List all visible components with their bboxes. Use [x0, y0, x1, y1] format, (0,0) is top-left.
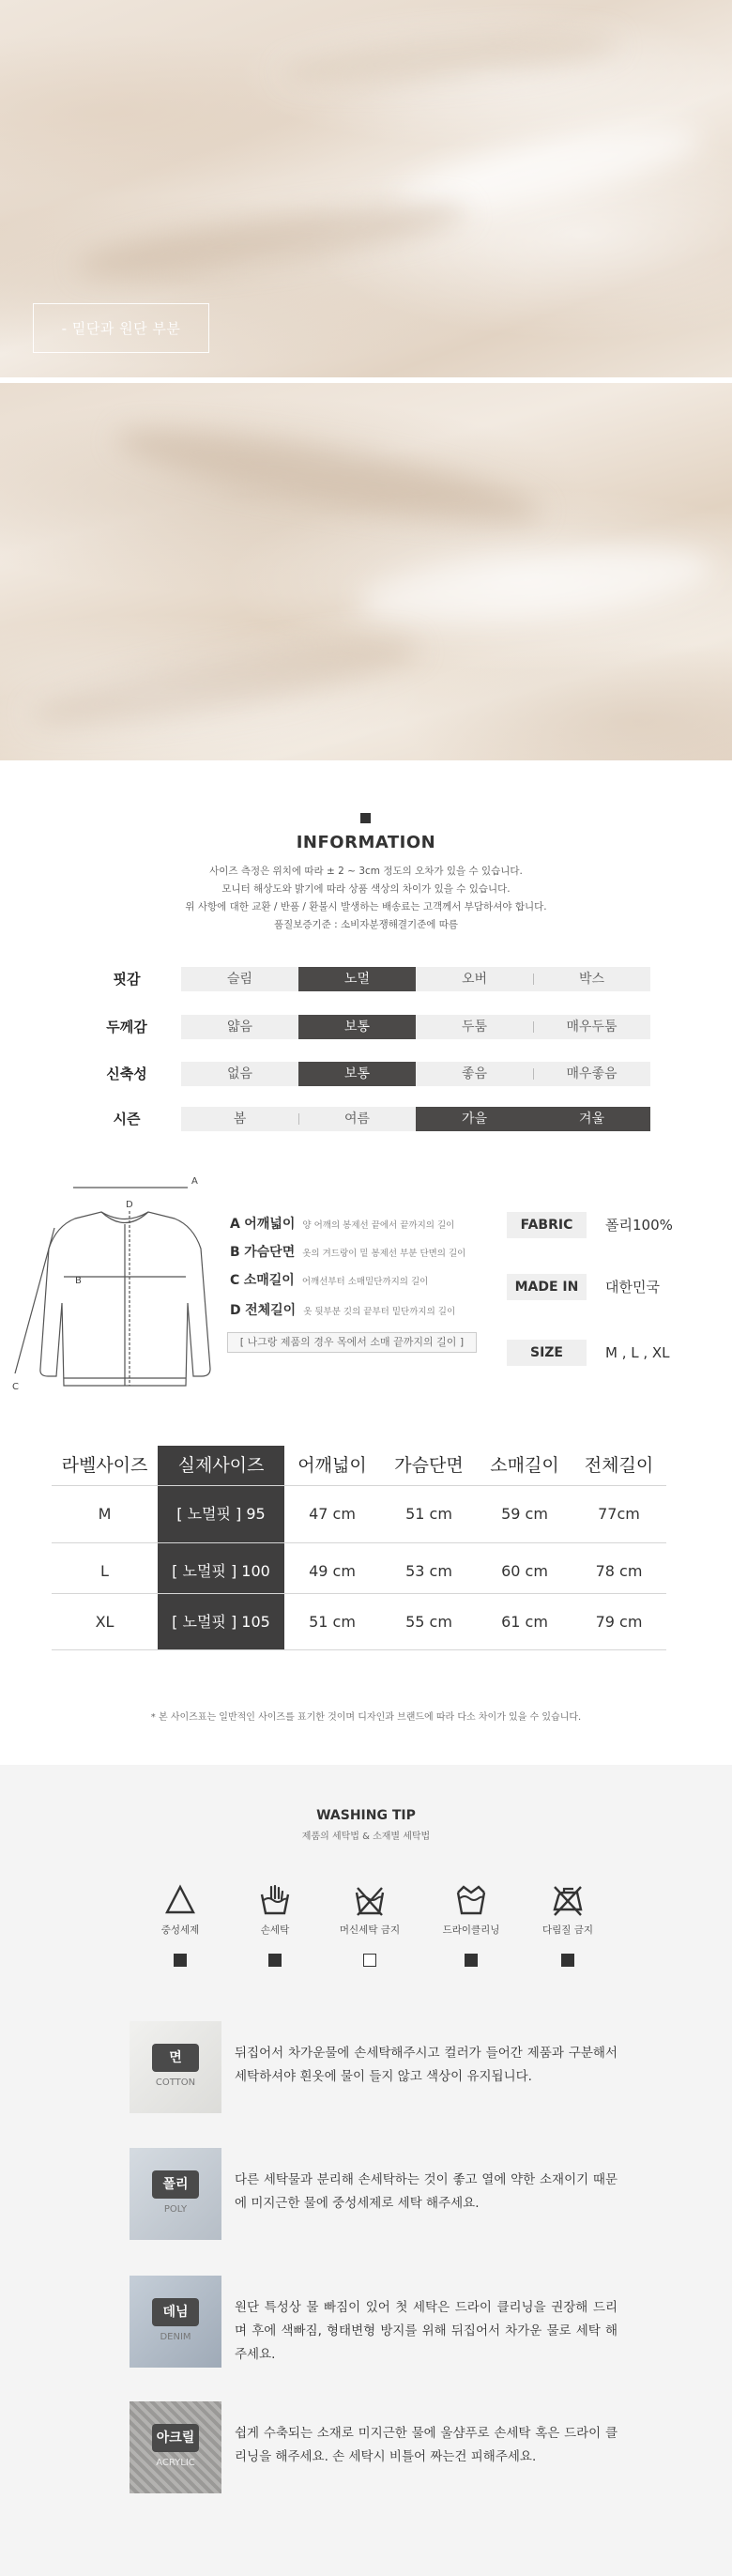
information-note: 모니터 해상도와 밝기에 따라 상품 색상의 차이가 있을 수 있습니다. [221, 883, 511, 895]
wash-icon-dry-clean [424, 1883, 518, 1996]
measure-name: 가슴단면 [244, 1245, 296, 1260]
measure-d [230, 1300, 455, 1319]
measure-desc: 어깨선부터 소매밑단까지의 길이 [301, 1277, 429, 1287]
information-title: INFORMATION [296, 833, 436, 852]
size-cell: 60 cm [501, 1562, 548, 1580]
wash-icon-check [174, 1954, 187, 1967]
size-cell: 79 cm [595, 1613, 643, 1631]
spec-label-made-in: MADE IN [507, 1274, 587, 1300]
size-cell: 51 cm [309, 1613, 356, 1631]
fabric-photo-hem [0, 0, 732, 377]
fabric-care-poly [130, 2148, 618, 2240]
wash-icon-label: 다림질 금지 [541, 1924, 594, 1936]
measure-key: B [230, 1245, 240, 1260]
attribute-label: 두께감 [106, 1019, 147, 1035]
diagram-letter-b: B [75, 1276, 82, 1286]
fabric-fold-shadow [26, 621, 423, 742]
attribute-label: 시즌 [113, 1111, 141, 1127]
attribute-separator [533, 1021, 534, 1033]
attribute-option: 두툼 [416, 1015, 533, 1039]
information-note: 품질보증기준 : 소비자분쟁해결기준에 따름 [273, 919, 459, 930]
measure-key: D [230, 1303, 241, 1318]
fabric-tag: 면 [152, 2044, 199, 2072]
fabric-swatch [130, 2021, 221, 2113]
fabric-care-text: 다른 세탁물과 분리해 손세탁하는 것이 좋고 열에 약한 소재이기 때문에 미지근한 물에 중성세제로 세탁 해주세요. [235, 2172, 618, 2211]
attribute-separator [298, 1113, 299, 1125]
size-cell: 59 cm [501, 1505, 548, 1523]
attribute-option-selected: 가을 [416, 1107, 533, 1131]
fabric-swatch [130, 2401, 221, 2493]
measure-b [230, 1242, 465, 1261]
information-note: 위 사항에 대한 교환 / 반품 / 환불시 발생하는 배송료는 고객께서 부담하셔야 합니다. [185, 901, 547, 912]
fabric-care-text: 쉽게 수축되는 소재로 미지근한 물에 울샴푸로 손세탁 혹은 드라이 클리닝을 해주세요. 손 세탁시 비틀어 짜는건 피해주세요. [235, 2426, 618, 2464]
size-cell: 47 cm [309, 1505, 356, 1523]
section-marker [360, 813, 371, 823]
size-cell: 61 cm [501, 1613, 548, 1631]
measure-a [230, 1214, 454, 1233]
wash-icon-check [465, 1954, 478, 1967]
attribute-separator [533, 974, 534, 985]
spec-value-fabric: 폴리100% [605, 1217, 673, 1234]
fabric-swatch [130, 2276, 221, 2368]
wash-icon-check [268, 1954, 282, 1967]
fabric-care-text: 뒤집어서 차가운물에 손세탁해주시고 컬러가 들어간 제품과 구분해서 세탁하셔야 흰옷에 물이 들지 않고 색상이 유지됩니다. [235, 2046, 618, 2084]
size-cell-label: XL [95, 1613, 114, 1631]
attribute-option-selected: 보통 [298, 1062, 416, 1086]
size-cell: 78 cm [595, 1562, 643, 1580]
attribute-row-thickness [94, 1015, 629, 1039]
size-header: 실제사이즈 [177, 1455, 265, 1476]
fabric-fold-shadow [111, 412, 545, 541]
garment-diagram [9, 1172, 221, 1430]
attribute-option: 좋음 [416, 1062, 533, 1086]
measure-desc: 옷 뒷부분 깃의 끝부터 밑단까지의 길이 [303, 1307, 456, 1317]
diagram-letter-a: A [191, 1176, 198, 1187]
information-note: 사이즈 측정은 위치에 따라 ± 2 ~ 3cm 정도의 오차가 있을 수 있습니다. [209, 866, 523, 877]
fabric-name-en: COTTON [155, 2078, 196, 2088]
size-cell: 53 cm [405, 1562, 452, 1580]
fabric-care-cotton [130, 2021, 618, 2113]
spec-label-size: SIZE [507, 1340, 587, 1366]
attribute-row-stretch [94, 1062, 629, 1086]
size-table-note: * 본 사이즈표는 일반적인 사이즈를 표기한 것이며 디자인과 브랜드에 따라 다소 차이가 있을 수 있습니다. [150, 1712, 582, 1723]
attribute-option: 매우두툼 [533, 1015, 650, 1039]
measure-name: 전체길이 [245, 1303, 297, 1318]
size-cell: 51 cm [405, 1505, 452, 1523]
size-header: 가슴단면 [394, 1455, 464, 1476]
fabric-name-en: POLY [163, 2204, 188, 2215]
wash-icon-label: 머신세탁 금지 [339, 1924, 401, 1936]
size-cell-actual: [ 노멀핏 ] 95 [176, 1505, 266, 1523]
attribute-option: 얇음 [181, 1015, 298, 1039]
measure-desc: 옷의 겨드랑이 밑 봉제선 부분 단면의 길이 [302, 1249, 466, 1259]
fabric-photo-texture [0, 383, 732, 760]
wash-icon-label: 드라이클리닝 [442, 1924, 500, 1936]
spec-value-size: M , L , XL [605, 1344, 670, 1361]
information-notes [0, 863, 732, 934]
fabric-care-denim [130, 2276, 618, 2368]
spec-label-fabric: FABRIC [507, 1212, 587, 1238]
measure-key: A [230, 1217, 240, 1232]
wash-icon-no-machine-wash [323, 1883, 417, 1996]
wash-icon-label: 손세탁 [260, 1924, 290, 1936]
attribute-row-fit [94, 967, 629, 991]
measure-desc: 양 어깨의 봉제선 끝에서 끝까지의 길이 [302, 1220, 455, 1231]
attribute-option-selected: 노멀 [298, 967, 416, 991]
size-cell: 55 cm [405, 1613, 452, 1631]
size-cell: 49 cm [309, 1562, 356, 1580]
attribute-option: 오버 [416, 967, 533, 991]
fabric-care-text: 원단 특성상 물 빠짐이 있어 첫 세탁은 드라이 클리닝을 권장해 드리며 후에 색빠짐, 형태변형 방지를 위해 뒤집어서 차가운 물로 세탁 해주세요. [235, 2300, 618, 2362]
no-iron-icon [551, 1883, 585, 1917]
diagram-letter-d: D [126, 1200, 133, 1210]
jacket-collar [101, 1212, 148, 1223]
no-machine-wash-icon [353, 1883, 387, 1917]
fabric-tag: 아크릴 [152, 2424, 199, 2452]
size-cell-actual: [ 노멀핏 ] 105 [172, 1613, 270, 1631]
fabric-swatch [130, 2148, 221, 2240]
fabric-fold-shadow [74, 189, 471, 290]
diagram-letter-c: C [12, 1382, 19, 1392]
photo-caption: - 밑단과 원단 부분 [33, 303, 209, 353]
wash-icon-hand-wash [228, 1883, 322, 1996]
dry-clean-icon [454, 1883, 488, 1917]
measure-name: 소매길이 [243, 1273, 295, 1288]
measure-name: 어깨넓이 [244, 1217, 296, 1232]
measure-line-c [15, 1228, 54, 1373]
size-header: 소매길이 [490, 1455, 559, 1476]
wash-icon-label: 중성세제 [160, 1924, 200, 1936]
size-header: 어깨넓이 [297, 1455, 367, 1476]
attribute-option: 박스 [533, 967, 650, 991]
attribute-option-selected: 보통 [298, 1015, 416, 1039]
size-cell: 77cm [598, 1505, 640, 1523]
neutral-detergent-icon [163, 1883, 197, 1917]
fabric-fold-shadow [281, 23, 620, 93]
attribute-option: 슬림 [181, 967, 298, 991]
fabric-fold-highlight [354, 533, 715, 636]
fabric-care-acrylic [130, 2401, 618, 2493]
attribute-separator [533, 1068, 534, 1080]
hand-wash-icon [258, 1883, 292, 1917]
size-cell-label: L [100, 1562, 109, 1580]
size-header: 라벨사이즈 [61, 1455, 148, 1476]
attribute-label: 핏감 [113, 971, 141, 988]
size-header: 전체길이 [584, 1455, 654, 1476]
wash-icon-neutral-detergent [133, 1883, 227, 1996]
measure-c [230, 1270, 428, 1289]
raglan-note: [ 나그랑 제품의 경우 목에서 소매 끝까지의 길이 ] [227, 1332, 477, 1353]
wash-icon-no-iron [521, 1883, 615, 1996]
spec-value-made-in: 대한민국 [605, 1279, 660, 1296]
measure-key: C [230, 1273, 240, 1288]
washing-title: WASHING TIP [316, 1808, 416, 1823]
wash-icon-check-empty [363, 1954, 376, 1967]
size-cell-actual: [ 노멀핏 ] 100 [172, 1562, 270, 1580]
attribute-label: 신축성 [106, 1066, 147, 1082]
attribute-option-selected: 겨울 [533, 1107, 650, 1131]
attribute-option: 없음 [181, 1062, 298, 1086]
attribute-option: 봄 [181, 1107, 298, 1131]
attribute-option: 여름 [298, 1107, 416, 1131]
fabric-name-en: ACRYLIC [156, 2458, 195, 2468]
size-cell-label: M [98, 1505, 112, 1523]
fabric-tag: 폴리 [152, 2170, 199, 2199]
fabric-tag: 데님 [152, 2298, 199, 2326]
wash-icon-check [561, 1954, 574, 1967]
attribute-option: 매우좋음 [533, 1062, 650, 1086]
table-divider [52, 1649, 666, 1650]
washing-subtitle: 제품의 세탁법 & 소재별 세탁법 [301, 1832, 431, 1842]
attribute-row-season [94, 1107, 629, 1131]
fabric-name-en: DENIM [160, 2332, 191, 2342]
